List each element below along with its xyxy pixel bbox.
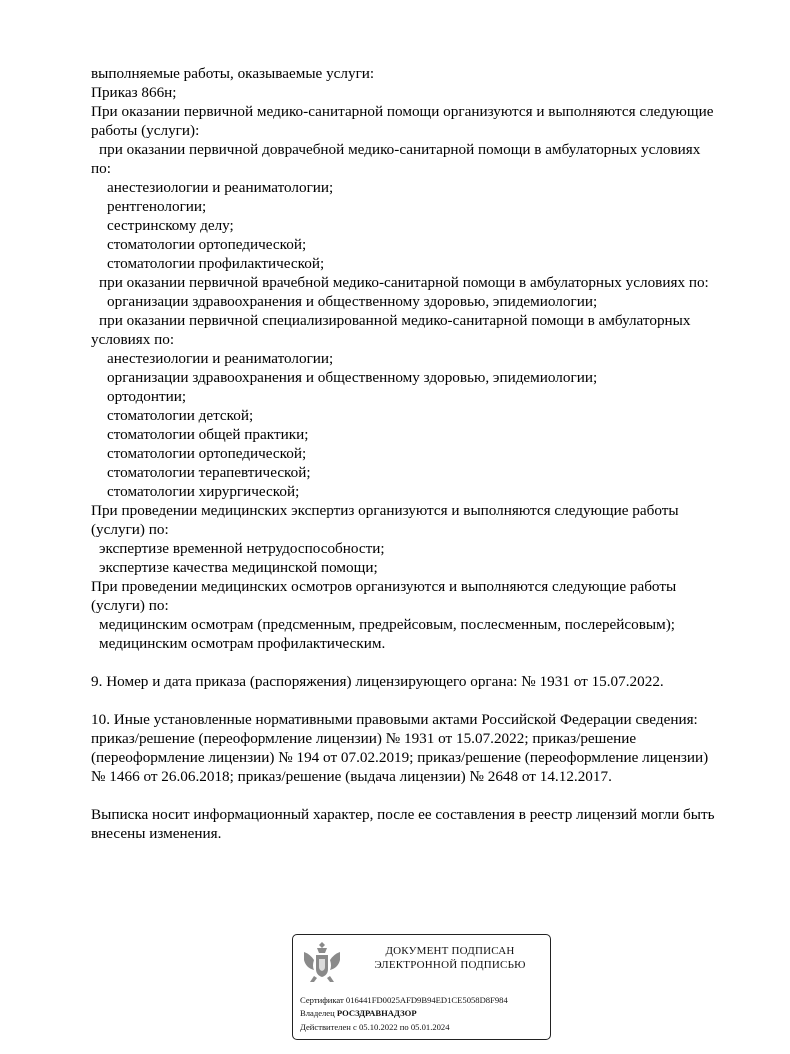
document-line: при оказании первичной доврачебной медико-санитарной помощи в амбулаторных условиях [99,141,701,158]
document-line: Приказ 866н; [91,84,177,101]
document-line: выполняемые работы, оказываемые услуги: [91,65,375,82]
document-line: анестезиологии и реаниматологии; [107,350,334,367]
document-line: стоматологии ортопедической; [107,445,307,462]
document-line: При проведении медицинских экспертиз организуются и выполняются следующие работы [91,502,679,519]
document-line: При оказании первичной медико-санитарной помощи организуются и выполняются следующие [91,103,714,120]
document-line: экспертизе качества медицинской помощи; [99,559,378,576]
document-line: организации здравоохранения и общественному здоровью, эпидемиологии; [107,293,598,310]
document-line: При проведении медицинских осмотров организуются и выполняются следующие работы [91,578,677,595]
document-line: (услуги) по: [91,521,169,538]
document-line: сестринскому делу; [107,217,234,234]
section-10-line: (переоформление лицензии) № 194 от 07.02.2019; приказ/решение (переоформление лицензии) [91,749,709,766]
document-line: по: [91,160,111,177]
document-line: при оказании первичной врачебной медико-санитарной помощи в амбулаторных условиях по: [99,274,709,291]
document-line: анестезиологии и реаниматологии; [107,179,334,196]
disclaimer-line: Выписка носит информационный характер, после ее составления в реестр лицензий могли быть [91,806,715,823]
document-line: условиях по: [91,331,175,348]
document-line: организации здравоохранения и общественному здоровью, эпидемиологии; [107,369,598,386]
disclaimer-line: внесены изменения. [91,825,222,842]
document-page [91,64,751,843]
document-line: стоматологии хирургической; [107,483,300,500]
document-line: при оказании первичной специализированной медико-санитарной помощи в амбулаторных [99,312,691,329]
document-line: ортодонтии; [107,388,187,405]
section-10-line: приказ/решение (переоформление лицензии) № 1931 от 15.07.2022; приказ/решение [91,730,637,747]
document-line: работы (услуги): [91,122,200,139]
section-10-line: 10. Иные установленные нормативными правовыми актами Российской Федерации сведения: [91,711,698,728]
stamp-title: ДОКУМЕНТ ПОДПИСАН ЭЛЕКТРОННОЙ ПОДПИСЬЮ [374,945,526,971]
document-line: стоматологии профилактической; [107,255,325,272]
section-9-order-info: 9. Номер и дата приказа (распоряжения) лицензирующего органа: № 1931 от 15.07.2022. [91,673,664,690]
document-line: стоматологии терапевтической; [107,464,311,481]
document-line: экспертизе временной нетрудоспособности; [99,540,385,557]
document-line: стоматологии общей практики; [107,426,309,443]
owner-line: Владелец РОСЗДРАВНАДЗОР [300,1008,417,1018]
section-10-line: № 1466 от 26.06.2018; приказ/решение (выдача лицензии) № 2648 от 14.12.2017. [91,768,612,785]
certificate-line: Сертификат 016441FD0025AFD9B94ED1CE5058D8F984 [300,995,508,1005]
document-line: медицинским осмотрам профилактическим. [99,635,386,652]
validity-line: Действителен с 05.10.2022 по 05.01.2024 [300,1022,450,1032]
document-line: рентгенологии; [107,198,207,215]
document-line: медицинским осмотрам (предсменным, предрейсовым, послесменным, послерейсовым); [99,616,676,633]
electronic-signature-stamp [292,934,551,1040]
document-line: стоматологии детской; [107,407,254,424]
coat-of-arms-icon [302,940,342,986]
document-line: стоматологии ортопедической; [107,236,307,253]
services-list [91,64,751,653]
document-line: (услуги) по: [91,597,169,614]
